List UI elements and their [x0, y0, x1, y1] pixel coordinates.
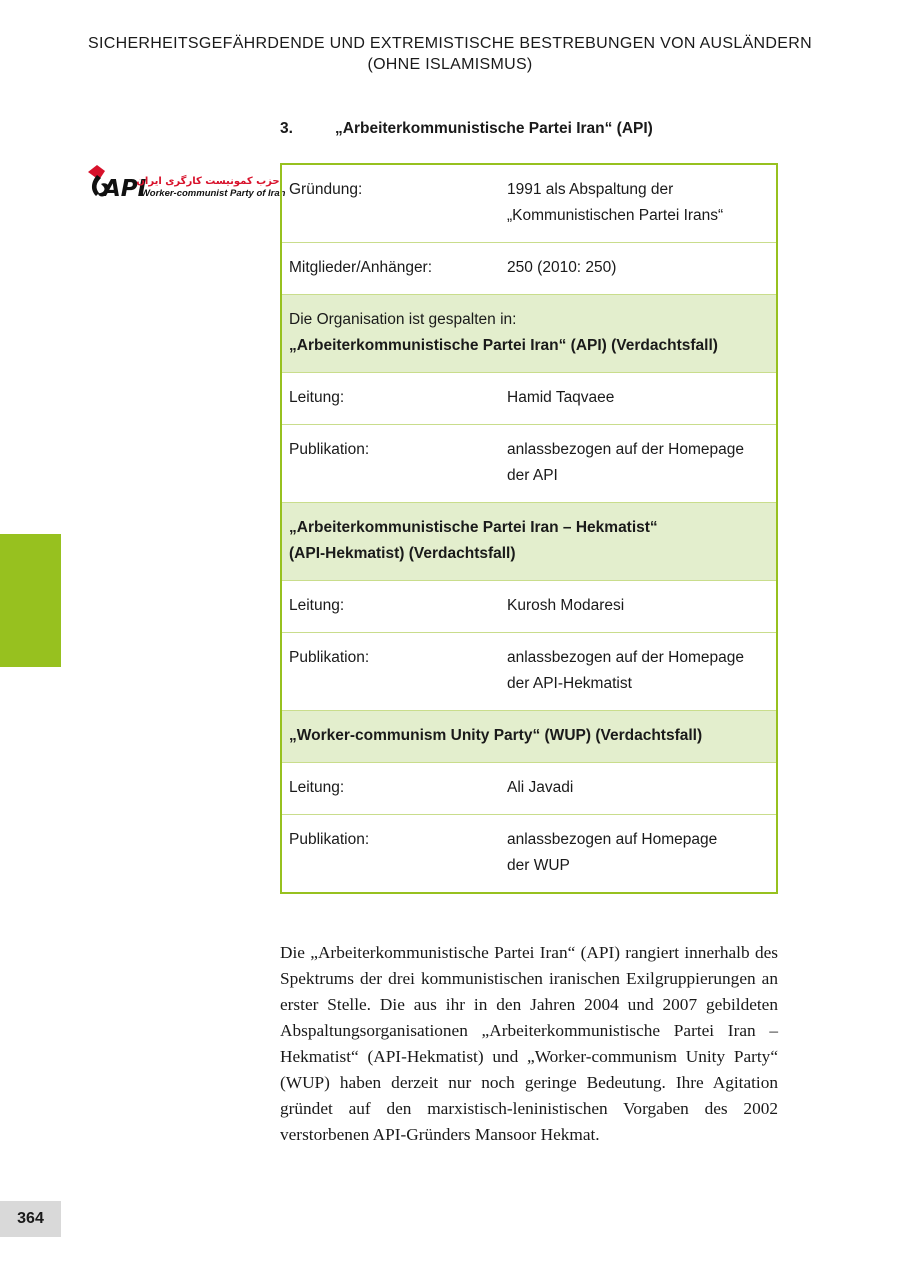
page-number: 364	[0, 1201, 61, 1237]
table-row-group-2-publication	[281, 633, 777, 711]
table-row-members	[281, 243, 777, 295]
running-header-line-2: (OHNE ISLAMISMUS)	[367, 56, 533, 73]
group-1-publication-value	[500, 425, 777, 503]
group-2-leader-label: Leitung:	[281, 581, 500, 633]
running-header-line-1: SICHERHEITSGEFÄHRDENDE UND EXTREMISTISCHE BESTREBUNGEN VON AUSLÄNDERN	[88, 35, 812, 52]
members-value: 250 (2010: 250)	[500, 243, 777, 295]
table-row-group-1-heading	[281, 295, 777, 373]
group-1-publication-line-1: anlassbezogen auf der Homepage	[507, 441, 744, 458]
group-2-title-line-2: (API-Hekmatist) (Verdachtsfall)	[289, 545, 516, 562]
logo-mark-text: API	[103, 176, 147, 202]
logo-english-text: Worker-communist Party of Iran	[141, 188, 286, 199]
group-1-leader-label: Leitung:	[281, 373, 500, 425]
founding-value-line-1: 1991 als Abspaltung der	[507, 181, 674, 198]
organization-info-table	[280, 163, 778, 894]
body-paragraph: Die „Arbeiterkommunistische Partei Iran“ (API) rangiert innerhalb des Spektrums der drei kommunistischen iranischen Exilgruppierungen an erster Stelle. Die aus ihr in den Jahren 2004 und 2007 gebildeten Abspaltungsorganisationen „Arbeiterkommunistische Partei Iran – Hekmatist“ (API-Hekmatist) und „Worker-communism Unity Party“ (WUP) haben derzeit nur noch geringe Bedeutung. Ihre Agitation gründet auf den marxistisch-leninistischen Vorgaben des 2002 verstorbenen API-Gründers Mansoor Hekmat.	[280, 943, 778, 1145]
founding-label: Gründung:	[281, 164, 500, 243]
group-3-heading	[281, 711, 777, 763]
chapter-side-tab	[0, 534, 61, 667]
group-1-title: „Arbeiterkommunistische Partei Iran“ (API) (Verdachtsfall)	[289, 337, 718, 354]
group-2-publication-line-1: anlassbezogen auf der Homepage	[507, 649, 744, 666]
section-number: 3.	[280, 120, 293, 137]
group-1-publication-label: Publikation:	[281, 425, 500, 503]
group-3-leader-label: Leitung:	[281, 763, 500, 815]
founding-value-line-2: „Kommunistischen Partei Irans“	[507, 207, 724, 224]
group-2-heading	[281, 503, 777, 581]
group-2-publication-line-2: der API-Hekmatist	[507, 675, 632, 692]
group-1-publication-line-2: der API	[507, 467, 558, 484]
founding-value	[500, 164, 777, 243]
group-2-publication-label: Publikation:	[281, 633, 500, 711]
table-row-group-3-publication	[281, 815, 777, 894]
group-2-title-line-1: „Arbeiterkommunistische Partei Iran – Hekmatist“	[289, 519, 658, 536]
group-3-publication-line-2: der WUP	[507, 857, 570, 874]
table-row-founding	[281, 164, 777, 243]
group-3-leader-value: Ali Javadi	[500, 763, 777, 815]
group-1-heading	[281, 295, 777, 373]
table-row-group-1-publication	[281, 425, 777, 503]
table-row-group-1-leader	[281, 373, 777, 425]
section-title: „Arbeiterkommunistische Partei Iran“ (API)	[335, 120, 653, 137]
group-2-leader-value: Kurosh Modaresi	[500, 581, 777, 633]
group-2-publication-value	[500, 633, 777, 711]
group-3-publication-value	[500, 815, 777, 894]
group-3-publication-label: Publikation:	[289, 831, 370, 848]
section-heading	[280, 120, 653, 138]
split-intro: Die Organisation ist gespalten in:	[289, 311, 517, 328]
running-header	[0, 33, 900, 75]
table-row-group-2-heading	[281, 503, 777, 581]
party-logo	[84, 162, 286, 202]
group-3-title: „Worker-communism Unity Party“ (WUP) (Verdachtsfall)	[289, 727, 703, 744]
group-3-publication-line-1: anlassbezogen auf Homepage	[507, 831, 718, 848]
members-label: Mitglieder/Anhänger:	[281, 243, 500, 295]
group-1-leader-value: Hamid Taqvaee	[500, 373, 777, 425]
logo-persian-text: حزب کمونیست کارگری ایران	[136, 176, 280, 187]
table-row-group-3-heading	[281, 711, 777, 763]
table-row-group-3-leader	[281, 763, 777, 815]
table-row-group-2-leader	[281, 581, 777, 633]
